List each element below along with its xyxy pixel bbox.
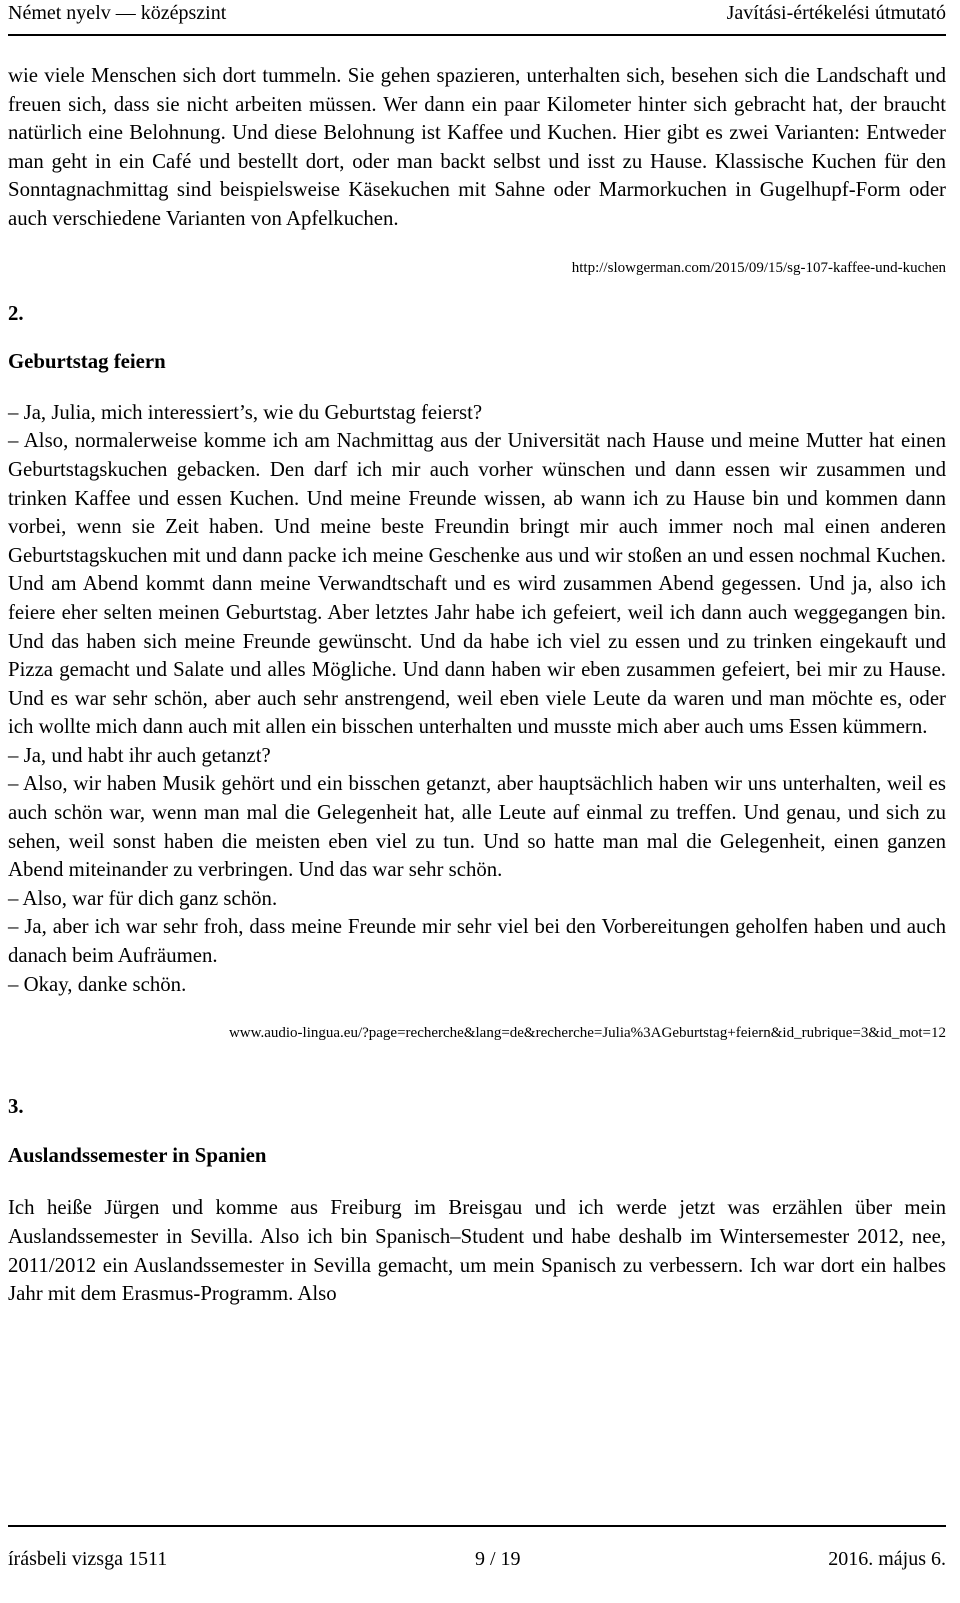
dialogue-line: – Also, war für dich ganz schön. bbox=[8, 886, 278, 910]
section1-paragraph: wie viele Menschen sich dort tummeln. Sie gehen spazieren, unterhalten sich, besehen sich die Landschaft und freuen sich, dass sie nicht arbeiten müssen. Wer dann ein paar Kilometer hinter sich gebracht hat, der braucht natürlich eine Belohnung. Und diese Belohnung ist Kaffee und Kuchen. Hier gibt es zwei Varianten: Entweder man geht in ein Café und bestellt dort, oder man backt selbst und isst zu Hause. Klassische Kuchen für den Sonntagnachmittag sind beispielsweise Käsekuchen mit Sahne oder Marmorkuchen in Gugelhupf-Form oder auch verschiedene Varianten von Apfelkuchen. bbox=[8, 64, 946, 230]
section2-source: www.audio-lingua.eu/?page=recherche&lang=de&recherche=Julia%3AGeburtstag+feiern&id_rubrique=3&id_mot=12 bbox=[228, 1025, 946, 1042]
dialogue-line: – Ja, Julia, mich interessiert’s, wie du Geburtstag feierst? bbox=[8, 400, 483, 424]
dialogue-line: – Also, normalerweise komme ich am Nachmittag aus der Universität nach Hause und meine Mutter hat einen Geburtstagskuchen gebacken. Den darf ich mir auch vorher wünschen und dann essen wir zusammen und trinken Kaffee und essen Kuchen. Und meine Freunde wissen, ab wann ich zu Hause bin und kommen dann vorbei, wenn sie Zeit haben. Und meine beste Freundin bringt mir auch immer noch mal einen anderen Geburtstagskuchen mit und dann packe ich meine Geschenke aus und wir stoßen an und essen nochmal Kuchen. Und am Abend kommt dann meine Verwandtschaft und es wird zusammen Abend gegessen. Und ja, also ich feiere eher selten meinen Geburtstag. Aber letztes Jahr habe ich gefeiert, weil ich dann auch weggegangen bin. Und das haben sich meine Freunde gewünscht. Und da habe ich viel zu essen und zu trinken eingekauft und Pizza gemacht und Salate und alles Mögliche. Und dann haben wir eben zusammen gefeiert, bei mir zu Hause. Und es war sehr schön, aber auch sehr anstrengend, weil eben viele Leute da waren und man möchte es, oder ich wollte mich dann auch mit allen ein bisschen unterhalten und musste mich aber auch ums Essen kümmern. bbox=[8, 429, 946, 739]
dialogue-line: – Also, wir haben Musik gehört und ein bisschen getanzt, aber hauptsächlich haben wir uns unterhalten, weil es auch schön war, wenn man mal die Gelegenheit hat, alle Leute auf einmal zu treffen. Und genau, und sich zu sehen, weil sonst haben die meisten eben viel zu tun. Und so hatte man mal die Gelegenheit, einen ganzen Abend miteinander zu verbringen. Und das war sehr schön. bbox=[8, 772, 946, 882]
dialogue-line: – Ja, aber ich war sehr froh, dass meine Freunde mir sehr viel bei den Vorbereitungen geholfen haben und auch danach beim Aufräumen. bbox=[8, 915, 946, 968]
section2-number: 2. bbox=[8, 301, 24, 325]
section3-number: 3. bbox=[8, 1095, 24, 1119]
section1-source: http://slowgerman.com/2015/09/15/sg-107-kaffee-und-kuchen bbox=[571, 259, 946, 276]
section2-title: Geburtstag feiern bbox=[8, 350, 166, 374]
section3-title: Auslandssemester in Spanien bbox=[8, 1143, 267, 1167]
page-content bbox=[8, 62, 946, 1309]
page-footer bbox=[8, 1546, 946, 1572]
dialogue-line: – Ja, und habt ihr auch getanzt? bbox=[8, 743, 271, 767]
section2-dialogue bbox=[8, 399, 946, 999]
header-document-type: Javítási-értékelési útmutató bbox=[726, 2, 946, 24]
dialogue-line: – Okay, danke schön. bbox=[8, 972, 187, 996]
footer-divider bbox=[8, 1525, 946, 1527]
page-header bbox=[8, 0, 946, 36]
section3-paragraph: Ich heiße Jürgen und komme aus Freiburg im Breisgau und ich werde jetzt was erzählen über mein Auslandssemester in Sevilla. Also ich bin Spanisch–Student und habe deshalb im Wintersemester 2012, nee, 2011/2012 ein Auslandssemester in Sevilla gemacht, um mein Spanisch zu verbessern. Ich war dort ein halbes Jahr mit dem Erasmus-Programm. Also bbox=[8, 1196, 946, 1306]
footer-date: 2016. május 6. bbox=[828, 1548, 946, 1570]
footer-exam-code: írásbeli vizsga 1511 bbox=[8, 1548, 168, 1570]
footer-page-number: 9 / 19 bbox=[474, 1548, 521, 1570]
header-subject: Német nyelv — középszint bbox=[8, 2, 227, 24]
